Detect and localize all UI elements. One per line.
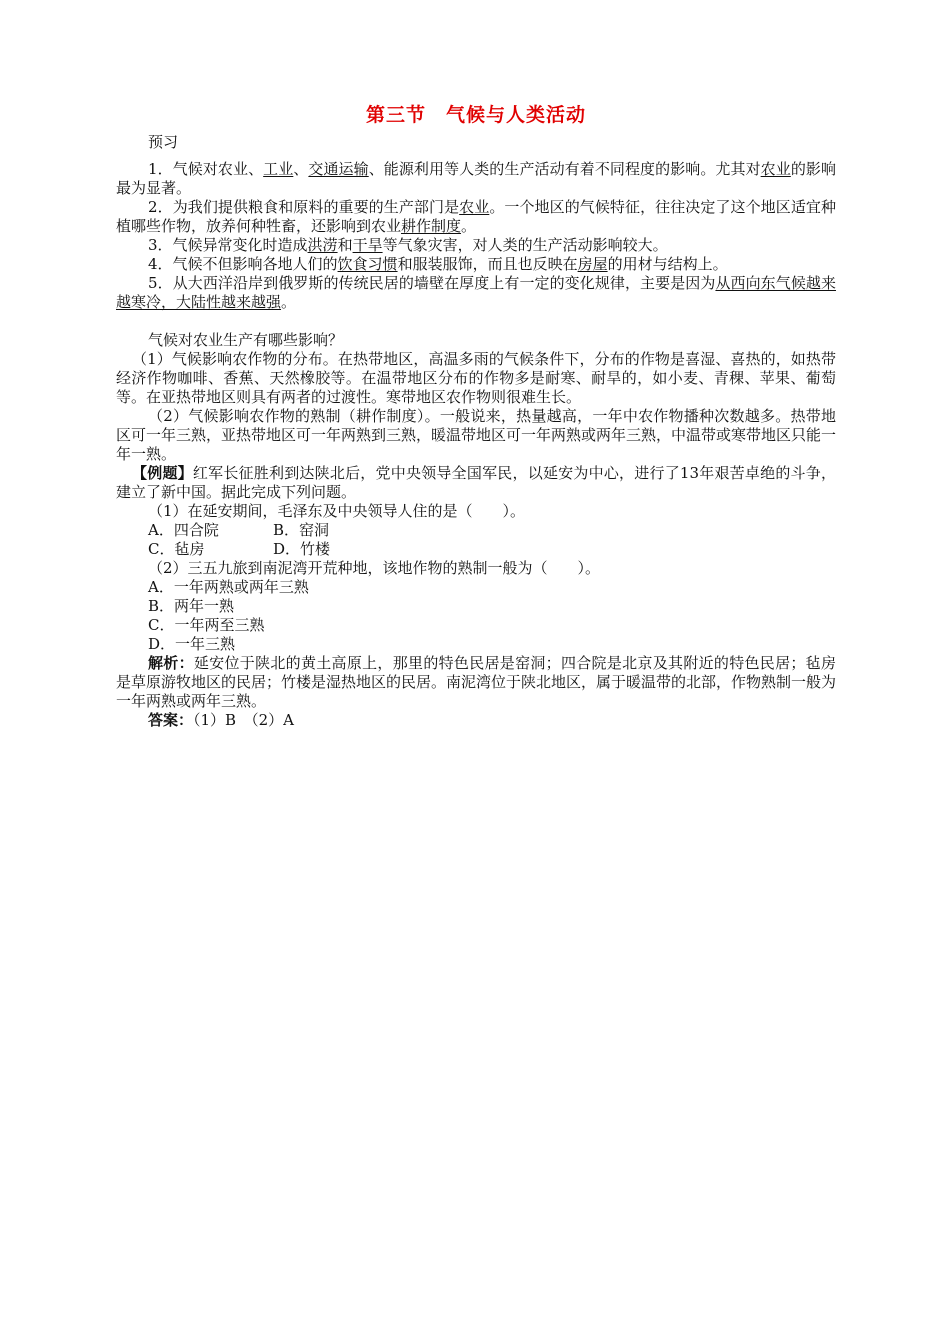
document-page [116,96,836,730]
preview-item-2: 2．为我们提供粮食和原料的重要的生产部门是农业。一个地区的气候特征，往往决定了这个地区适宜种植哪些作物，放养何种牲畜，还影响到农业耕作制度。 [116,198,836,235]
preview-item-5: 5．从大西洋沿岸到俄罗斯的传统民居的墙壁在厚度上有一定的变化规律，主要是因为从西向东气候越来越寒冷，大陆性越来越强。 [116,274,836,311]
preview-item-1: 1．气候对农业、工业、交通运输、能源利用等人类的生产活动有着不同程度的影响。尤其对农业的影响最为显著。 [116,160,836,197]
q1-options-row-1 [116,521,836,540]
preview-item-4: 4．气候不但影响各地人们的饮食习惯和服装服饰，而且也反映在房屋的用材与结构上。 [148,255,728,273]
q2-option-c: C．一年两至三熟 [148,616,265,634]
point-2: （2）气候影响农作物的熟制（耕作制度）。一般说来，热量越高，一年中农作物播种次数越多。热带地区可一年三熟，亚热带地区可一年两熟到三熟，暖温带地区可一年两熟或两年三熟，中温带或寒带地区只能一年一熟。 [116,407,837,463]
example-q2: （2）三五九旅到南泥湾开荒种地，该地作物的熟制一般为（ ）。 [148,559,601,577]
q1-option-d: D．竹楼 [273,540,331,558]
answer-blank: 饮食习惯 [337,255,398,273]
example-tag: 【例题】 [132,464,193,482]
answer-blank: 工业 [263,160,294,178]
q1-option-c: C．毡房 [148,540,205,558]
answer: 答案：（1）B （2）A [148,711,294,729]
answer-blank: 耕作制度 [401,217,462,235]
q1-options-row-2 [116,540,836,559]
answer-blank: 洪涝 [307,236,338,254]
preview-label: 预习 [148,133,179,151]
analysis: 解析：延安位于陕北的黄土高原上，那里的特色民居是窑洞；四合院是北京及其附近的特色民居；毡房是草原游牧地区的民居；竹楼是湿热地区的民居。南泥湾位于陕北地区，属于暖温带的北部，作物熟制一般为一年两熟或两年三熟。 [116,654,837,710]
answer-blank: 从西向东气候越来越寒冷，大陆性越来越强 [116,274,836,311]
answer-blank: 农业 [760,160,791,178]
q2-option-d: D．一年三熟 [148,635,236,653]
preview-item-3: 3．气候异常变化时造成洪涝和干旱等气象灾害，对人类的生产活动影响较大。 [148,236,668,254]
analysis-label: 解析： [148,654,194,672]
answer-label: 答案： [148,711,194,729]
q2-option-a: A．一年两熟或两年三熟 [148,578,309,596]
example-question: 【例题】红军长征胜利到达陕北后，党中央领导全国军民，以延安为中心，进行了13年艰苦卓绝的斗争，建立了新中国。据此完成下列问题。 [116,464,836,501]
answer-blank: 房屋 [577,255,608,273]
answer-blank: 交通运输 [308,160,369,178]
q1-option-a: A．四合院 [148,521,219,539]
answer-blank: 干旱 [352,236,383,254]
point-1: （1）气候影响农作物的分布。在热带地区，高温多雨的气候条件下，分布的作物是喜湿、喜热的，如热带经济作物咖啡、香蕉、天然橡胶等。在温带地区分布的作物多是耐寒、耐旱的，如小麦、青稞、苹果、葡萄等。在亚热带地区则具有两者的过渡性。寒带地区农作物则很难生长。 [116,350,836,406]
answer-blank: 农业 [459,198,490,216]
page-title: 第三节 气候与人类活动 [365,104,586,126]
question-heading: 气候对农业生产有哪些影响？ [148,331,344,349]
q1-option-b: B．窑洞 [273,521,330,539]
q2-option-b: B．两年一熟 [148,597,235,615]
example-q1: （1）在延安期间，毛泽东及中央领导人住的是（ ）。 [148,502,526,520]
